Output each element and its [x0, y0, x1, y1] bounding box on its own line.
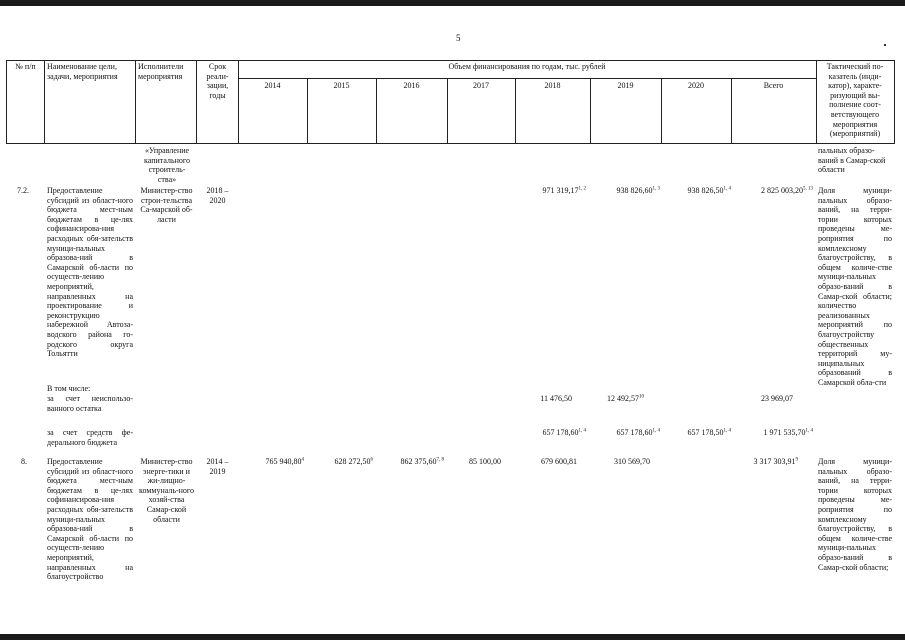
continued-executor: «Управление капитального строитель-ства»: [144, 146, 190, 184]
page-number: 5: [456, 33, 461, 43]
header-year-2018: 2018: [544, 81, 561, 90]
header-year-2015: 2015: [333, 81, 350, 90]
header-indicator: Тактический по-казатель (инди-катор), характе-ризующий вы-полнение соот-ветствующего мероприятия (мероприятий): [826, 62, 884, 139]
row-indicator: Доля муници-пальных образо-ваний, на терри-тории которых проведены ме-роприятия по комплексному благоустройству, в общем количе-стве муници-пальных образо-ваний в Самар-ской области;: [818, 457, 892, 572]
including-label: В том числе:: [47, 384, 91, 393]
subrow-unused-balance-label: за счет неиспользо-ванного остатка: [47, 394, 133, 413]
value-total: 2 825 003,20$^{5, 13}$: [761, 186, 813, 195]
top-border: [0, 0, 905, 6]
continued-indicator: пальных образо-ваний в Самар-ской области: [818, 146, 886, 175]
value-2020: 938 826,50$^{1, 4}$: [687, 186, 731, 195]
value-2018: 971 319,17$^{1, 2}$: [542, 186, 586, 195]
value-2019: 310 569,70: [614, 457, 650, 466]
federal-2019: 657 178,60$^{1, 4}$: [616, 428, 660, 437]
unused-balance-2019: 12 492,57$^{10}$: [607, 394, 644, 403]
value-total: 3 317 303,91$^9$: [753, 457, 798, 466]
value-2019: 938 826,60$^{1, 3}$: [616, 186, 660, 195]
value-2015: 628 272,50$^6$: [334, 457, 373, 466]
subrow-federal-label: за счет средств фе-дерального бюджета: [47, 428, 133, 447]
header-funding: Объем финансирования по годам, тыс. рублей: [448, 62, 606, 71]
header-year-2017: 2017: [473, 81, 489, 90]
federal-2020: 657 178,50$^{1, 4}$: [687, 428, 731, 437]
row-term: 2014 – 2019: [206, 457, 229, 476]
row-executor: Министер-ство энерге-тики и жи-лищно-коммуналь-ного хозяй-ства Самар-ской области: [138, 457, 195, 524]
scan-speck: [884, 44, 886, 46]
bottom-border: [0, 634, 905, 640]
header-year-2020: 2020: [688, 81, 704, 90]
federal-total: 1 971 535,70$^{1, 4}$: [763, 428, 813, 437]
header-year-2016: 2016: [403, 81, 420, 90]
value-2018: 679 600,81: [541, 457, 577, 466]
unused-balance-total: 23 969,07: [761, 394, 793, 403]
header-executor: Исполнители мероприятия: [138, 62, 184, 81]
value-2016: 862 375,60$^{7, 8}$: [400, 457, 444, 466]
value-2014: 765 940,80$^4$: [265, 457, 304, 466]
row-executor: Министер-ство строи-тельства Са-марской об-ласти: [140, 186, 193, 224]
row-name: Предоставление субсидий из област-ного бюджета мест-ным бюджетам в це-лях софинансирова-ния расходных обя-зательств муници-пальных образова-ний в Самарской об-ласти по осуществ-лению мероприятий, направленных на благоустройство: [47, 457, 133, 582]
header-num: № п/п: [15, 62, 36, 71]
header-term: Срок реали-зации, годы: [206, 62, 229, 100]
value-2017: 85 100,00: [469, 457, 501, 466]
row-number: 7.2.: [17, 186, 29, 195]
row-name: Предоставление субсидий из област-ного бюджета мест-ным бюджетам в це-лях софинансирова-ния расходных обя-зательств муници-пальных образова-ний в Самарской об-ласти по осуществ-лению мероприятий, направленных на проектирование и реконструкцию набережной Автоза-водского района го-родского округа Тольятти: [47, 186, 133, 359]
header-total: Всего: [763, 81, 784, 90]
unused-balance-2018: 11 476,50: [540, 394, 572, 403]
header-name: Наименование цели, задачи, мероприятия: [47, 62, 118, 81]
row-term: 2018 – 2020: [206, 186, 229, 205]
row-indicator: Доля муници-пальных образо-ваний, на терри-тории которых проведены ме-роприятия по комплексному благоустройству, в общем количе-стве муници-пальных образо-ваний в Самар-ской области; количество реализованных мероприятий по благоустройству общественных территорий му-ниципальных образований в Самарской обла-сти: [818, 186, 892, 387]
federal-2018: 657 178,60$^{1, 4}$: [542, 428, 586, 437]
row-number: 8.: [21, 457, 27, 466]
header-year-2019: 2019: [617, 81, 634, 90]
header-year-2014: 2014: [264, 81, 281, 90]
